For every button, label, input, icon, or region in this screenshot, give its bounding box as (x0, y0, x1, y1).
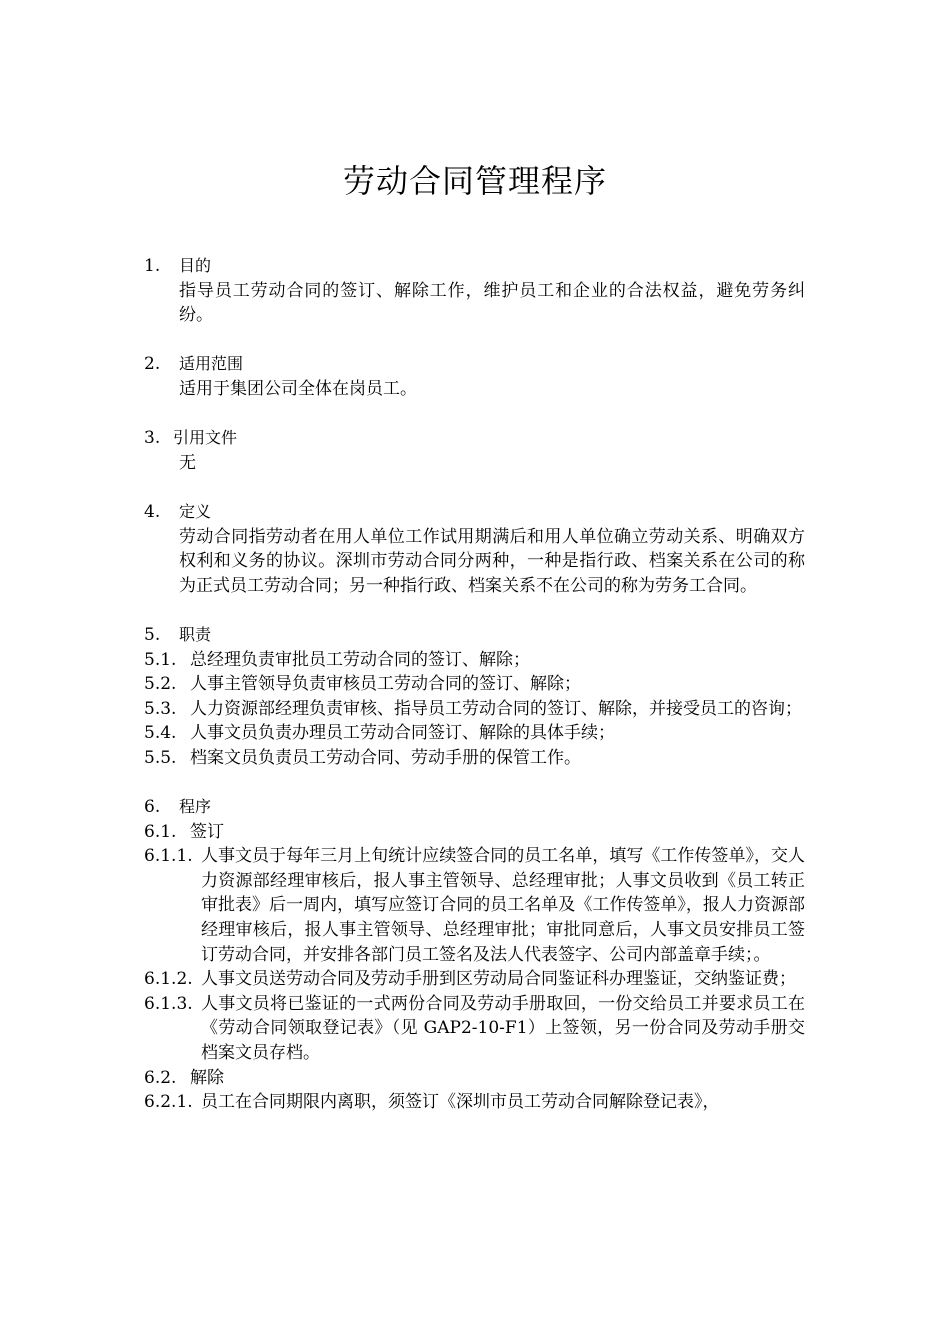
item-number: 6.2.1. (144, 1092, 193, 1113)
list-item (0, 746, 805, 771)
list-item (0, 992, 805, 1066)
item-text: 签订 (190, 821, 224, 842)
item-text: 档案文员负责员工劳动合同、劳动手册的保管工作。 (190, 747, 581, 768)
section-title: 程序 (179, 797, 212, 817)
item-text: 解除 (190, 1067, 224, 1088)
section-purpose (0, 254, 950, 328)
item-number: 5.3. (144, 698, 177, 719)
section-definition (0, 500, 950, 598)
section-text: 劳动合同指劳动者在用人单位工作试用期满后和用人单位确立劳动关系、明确双方权利和义务的协议。深圳市劳动合同分两种，一种是指行政、档案关系在公司的称为正式员工劳动合同；另一种指行政、档案关系不在公司的称为劳务工合同。 (179, 526, 805, 596)
item-number: 5.1. (144, 649, 177, 670)
section-title: 引用文件 (173, 428, 238, 448)
section-heading (0, 795, 950, 820)
document-title: 劳动合同管理程序 (342, 162, 607, 200)
section-number: 3. (144, 428, 161, 449)
section-heading (0, 254, 950, 279)
section-heading (0, 352, 950, 377)
list-item (0, 1090, 805, 1115)
section-number: 5. (144, 624, 161, 645)
section-heading (0, 500, 950, 525)
item-text: 人事文员负责办理员工劳动合同签订、解除的具体手续； (190, 723, 615, 744)
section-scope (0, 352, 950, 401)
section-title: 定义 (179, 501, 212, 521)
section-responsibilities (0, 623, 950, 771)
item-text: 人事文员送劳动合同及劳动手册到区劳动局合同鉴证科办理鉴证，交纳鉴证费； (201, 969, 796, 990)
list-item (0, 697, 805, 722)
item-text: 人事文员于每年三月上旬统计应续签合同的员工名单，填写《工作传签单》，交人力资源部经理审核后，报人事主管领导、总经理审批；人事文员收到《员工转正审批表》后一周内，填写应签订合同的员工名单及《工作传签单》，报人力资源部经理审核后，报人事主管领导、总经理审批；审批同意后，人事文员安排员工签订劳动合同，并安排各部门员工签名及法人代表签字、公司内部盖章手续；。 (201, 846, 805, 965)
item-text: 人事文员将已鉴证的一式两份合同及劳动手册取回，一份交给员工并要求员工在《劳动合同领取登记表》（见 GAP2-10-F1）上签领，另一份合同及劳动手册交档案文员存档。 (201, 993, 805, 1063)
item-text: 人事主管领导负责审核员工劳动合同的签订、解除； (190, 674, 581, 695)
item-text: 人力资源部经理负责审核、指导员工劳动合同的签订、解除，并接受员工的咨询； (190, 698, 802, 719)
item-number: 6.1. (144, 821, 177, 842)
section-heading (0, 623, 950, 648)
list-item (0, 844, 805, 967)
item-number: 6.2. (144, 1067, 177, 1088)
section-heading (0, 426, 950, 451)
item-number: 6.1.2. (144, 969, 193, 990)
section-text: 适用于集团公司全体在岗员工。 (179, 378, 417, 399)
list-item (0, 721, 805, 746)
item-text: 总经理负责审批员工劳动合同的签订、解除； (190, 649, 530, 670)
section-number: 1. (144, 256, 161, 276)
section-number: 4. (144, 501, 161, 522)
document-body (0, 254, 950, 1139)
section-text: 无 (179, 452, 196, 473)
subsection-signing (0, 820, 805, 845)
section-text: 指导员工劳动合同的签订、解除工作，维护员工和企业的合法权益，避免劳务纠纷。 (179, 280, 805, 326)
section-number: 2. (144, 354, 161, 375)
section-title: 职责 (179, 624, 212, 644)
section-procedure (0, 795, 950, 1115)
subsection-termination (0, 1066, 805, 1091)
item-text: 员工在合同期限内离职，须签订《深圳市员工劳动合同解除登记表》， (201, 1092, 720, 1113)
item-number: 6.1.3. (144, 993, 193, 1014)
list-item (0, 967, 805, 992)
section-title: 适用范围 (179, 354, 244, 374)
item-number: 5.5. (144, 747, 177, 768)
item-number: 6.1.1. (144, 846, 193, 867)
list-item (0, 672, 805, 697)
section-number: 6. (144, 797, 161, 818)
list-item (0, 648, 805, 673)
item-number: 5.2. (144, 674, 177, 695)
item-number: 5.4. (144, 723, 177, 744)
section-references (0, 426, 950, 475)
section-title: 目的 (179, 256, 212, 275)
